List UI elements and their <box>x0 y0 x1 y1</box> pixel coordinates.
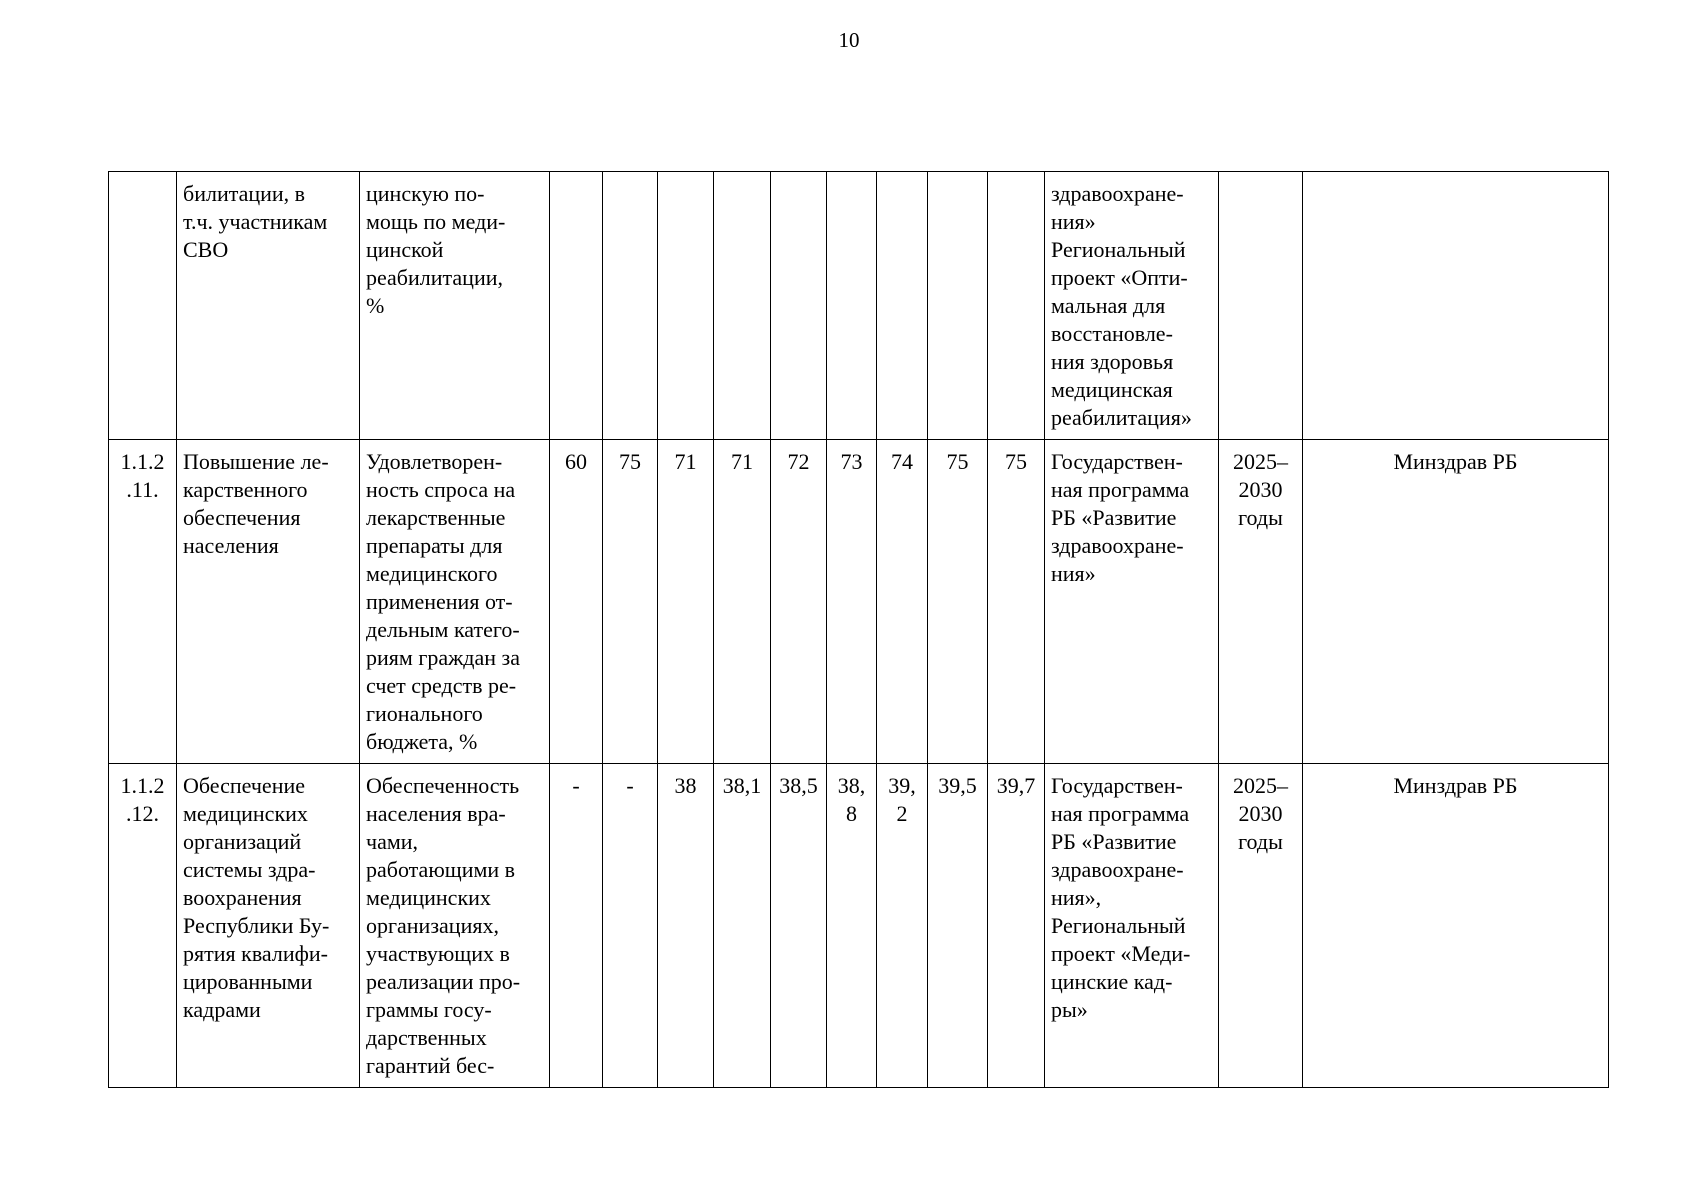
value-cell <box>603 172 658 440</box>
value-cell: 74 <box>877 440 928 764</box>
years-cell: 2025– 2030 годы <box>1219 764 1303 1088</box>
measure-cell: билитации, в т.ч. участникам СВО <box>177 172 360 440</box>
value-cell: 75 <box>988 440 1045 764</box>
value-cell: 38, 8 <box>827 764 877 1088</box>
value-cell: 75 <box>928 440 988 764</box>
program-cell: здравоохране- ния» Региональный проект «Опти- мальная для восстановле- ния здоровья медицинская реабилитация» <box>1045 172 1219 440</box>
responsible-cell <box>1303 172 1609 440</box>
row-index <box>109 172 177 440</box>
measure-cell: Повышение ле- карственного обеспечения населения <box>177 440 360 764</box>
indicator-cell: Обеспеченность населения вра- чами, работающими в медицинских организациях, участвующих в реализации про- граммы госу- дарственных гарантий бес- <box>360 764 550 1088</box>
indicators-table <box>108 171 1609 1088</box>
table-row <box>109 440 1609 764</box>
value-cell: 71 <box>658 440 714 764</box>
page-number: 10 <box>838 28 860 52</box>
row-index: 1.1.2 .12. <box>109 764 177 1088</box>
value-cell: - <box>603 764 658 1088</box>
value-cell <box>714 172 771 440</box>
responsible-cell: Минздрав РБ <box>1303 764 1609 1088</box>
value-cell <box>827 172 877 440</box>
value-cell: - <box>550 764 603 1088</box>
value-cell: 39,7 <box>988 764 1045 1088</box>
value-cell: 73 <box>827 440 877 764</box>
table-row <box>109 172 1609 440</box>
value-cell <box>988 172 1045 440</box>
value-cell: 72 <box>771 440 827 764</box>
value-cell: 75 <box>603 440 658 764</box>
years-cell <box>1219 172 1303 440</box>
measure-cell: Обеспечение медицинских организаций системы здра- воохранения Республики Бу- рятия квалифи- цированными кадрами <box>177 764 360 1088</box>
program-cell: Государствен- ная программа РБ «Развитие здравоохране- ния» <box>1045 440 1219 764</box>
value-cell: 38 <box>658 764 714 1088</box>
value-cell <box>928 172 988 440</box>
years-cell: 2025– 2030 годы <box>1219 440 1303 764</box>
row-index: 1.1.2 .11. <box>109 440 177 764</box>
value-cell: 39,5 <box>928 764 988 1088</box>
value-cell <box>771 172 827 440</box>
responsible-cell: Минздрав РБ <box>1303 440 1609 764</box>
program-cell: Государствен- ная программа РБ «Развитие здравоохране- ния», Региональный проект «Меди- цинские кад- ры» <box>1045 764 1219 1088</box>
value-cell: 71 <box>714 440 771 764</box>
value-cell: 60 <box>550 440 603 764</box>
value-cell: 39, 2 <box>877 764 928 1088</box>
indicator-cell: цинскую по- мощь по меди- цинской реабилитации, % <box>360 172 550 440</box>
indicator-cell: Удовлетворен- ность спроса на лекарственные препараты для медицинского применения от- дельным катего- риям граждан за счет средств ре- гионального бюджета, % <box>360 440 550 764</box>
value-cell: 38,1 <box>714 764 771 1088</box>
value-cell <box>658 172 714 440</box>
value-cell <box>550 172 603 440</box>
value-cell: 38,5 <box>771 764 827 1088</box>
table-row <box>109 764 1609 1088</box>
value-cell <box>877 172 928 440</box>
